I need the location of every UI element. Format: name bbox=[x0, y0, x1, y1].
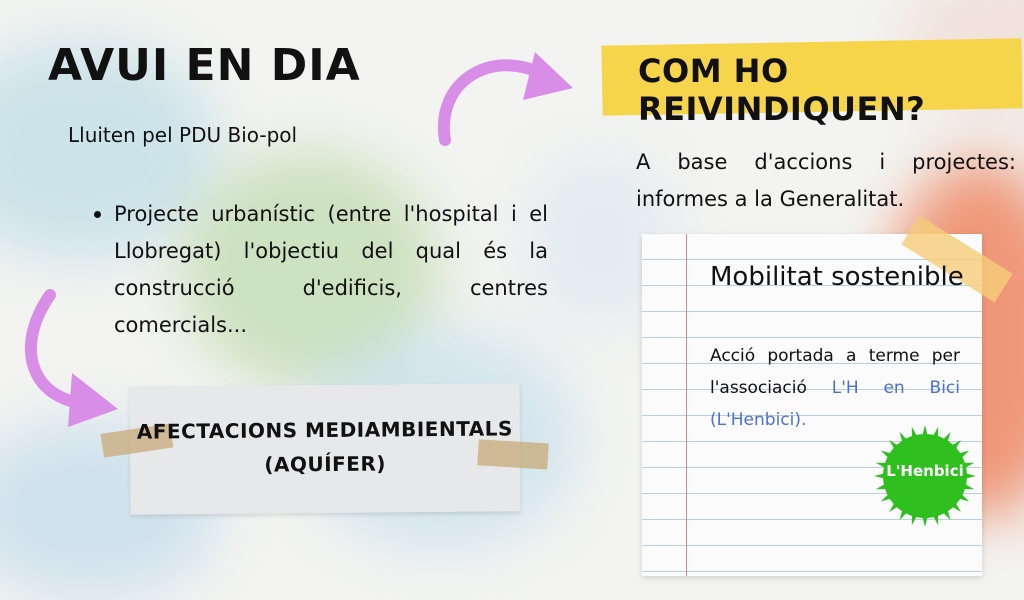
card-title: Mobilitat sostenible bbox=[710, 262, 964, 292]
association-link[interactable]: L'H en Bici (L'Henbici). bbox=[710, 378, 960, 430]
note-label bbox=[130, 411, 521, 482]
note-line: AFECTACIONS MEDIAMBIENTALS bbox=[136, 416, 513, 444]
bullet-list bbox=[92, 196, 548, 344]
paper-margin-line bbox=[686, 234, 687, 576]
bullet-dot-icon bbox=[94, 211, 101, 218]
note-line: (AQUÍFER) bbox=[264, 451, 387, 477]
section-title: AVUI EN DIA bbox=[48, 40, 361, 91]
banner-title: COM HO REIVINDIQUEN? bbox=[638, 52, 926, 128]
bullet-text: Projecte urbanístic (entre l'hospital i el Llobregat) l'objectiu del qual és la construcció d'edificis, centres comercials... bbox=[114, 202, 548, 337]
right-description: A base d'accions i projectes: informes a la Generalitat. bbox=[636, 150, 1016, 211]
note-card bbox=[129, 383, 520, 514]
badge-text: L'Henbici bbox=[886, 462, 964, 480]
card-body bbox=[710, 340, 960, 436]
section-subtitle: Lluiten pel PDU Bio-pol bbox=[68, 123, 298, 147]
curved-arrow-icon bbox=[425, 40, 585, 150]
card-body-text: Acció portada a terme per l'associació bbox=[710, 346, 960, 398]
curved-arrow-icon bbox=[10, 285, 130, 435]
